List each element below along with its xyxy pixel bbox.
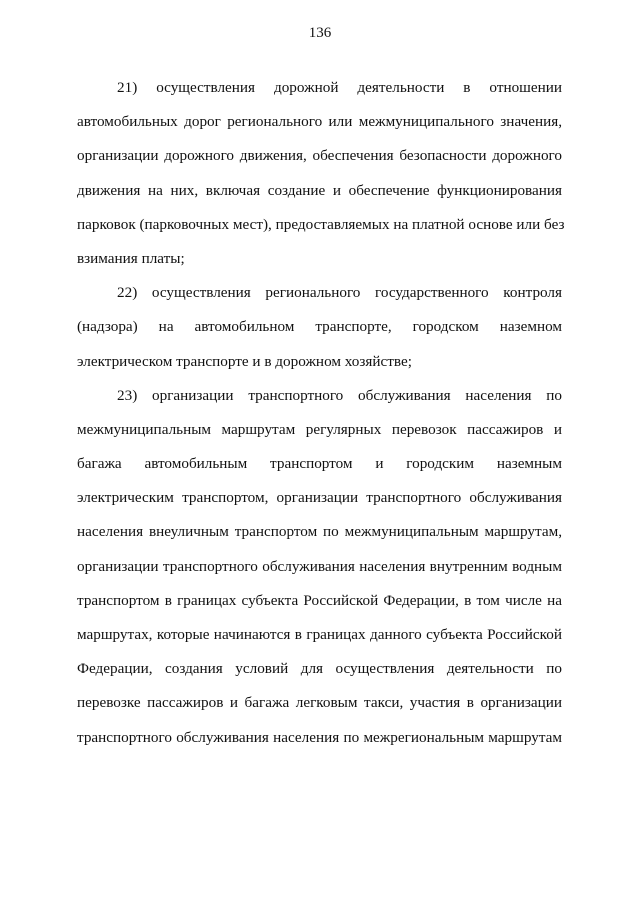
text-line: транспортного обслуживания населения по межрегиональным маршрутам xyxy=(77,728,562,746)
text-line: багажа автомобильным транспортом и городским наземным xyxy=(77,455,562,473)
text-line: транспортом в границах субъекта Российской Федерации, в том числе на xyxy=(77,591,562,609)
text-line: Федерации, создания условий для осуществления деятельности по xyxy=(77,660,562,678)
text-line: организации дорожного движения, обеспечения безопасности дорожного xyxy=(77,147,562,165)
text-line: автомобильных дорог регионального или межмуниципального значения, xyxy=(77,113,562,131)
text-line: населения внеуличным транспортом по межмуниципальным маршрутам, xyxy=(77,523,562,541)
text-line: парковок (парковочных мест), предоставляемых на платной основе или без xyxy=(77,215,565,233)
text-line: движения на них, включая создание и обеспечение функционирования xyxy=(77,181,562,199)
text-line: организации транспортного обслуживания населения внутренним водным xyxy=(77,557,562,575)
paragraph-23 xyxy=(77,382,562,758)
text-line: перевозке пассажиров и багажа легковым такси, участия в организации xyxy=(77,694,562,712)
text-line: электрическом транспорте и в дорожном хозяйстве; xyxy=(77,352,412,370)
paragraph-21 xyxy=(77,74,565,279)
text-line: 23) организации транспортного обслуживания населения по xyxy=(117,386,562,404)
page-number: 136 xyxy=(308,25,332,41)
text-line: маршрутах, которые начинаются в границах данного субъекта Российской xyxy=(77,626,562,643)
text-line: (надзора) на автомобильном транспорте, городском наземном xyxy=(77,318,562,336)
text-line: 21) осуществления дорожной деятельности в отношении xyxy=(117,79,562,96)
paragraph-22 xyxy=(77,279,562,382)
document-body xyxy=(77,74,565,758)
text-line: межмуниципальным маршрутам регулярных перевозок пассажиров и xyxy=(77,420,562,438)
text-line: электрическим транспортом, организации транспортного обслуживания xyxy=(77,489,562,507)
text-line: 22) осуществления регионального государственного контроля xyxy=(117,284,562,302)
text-line: взимания платы; xyxy=(77,249,185,267)
